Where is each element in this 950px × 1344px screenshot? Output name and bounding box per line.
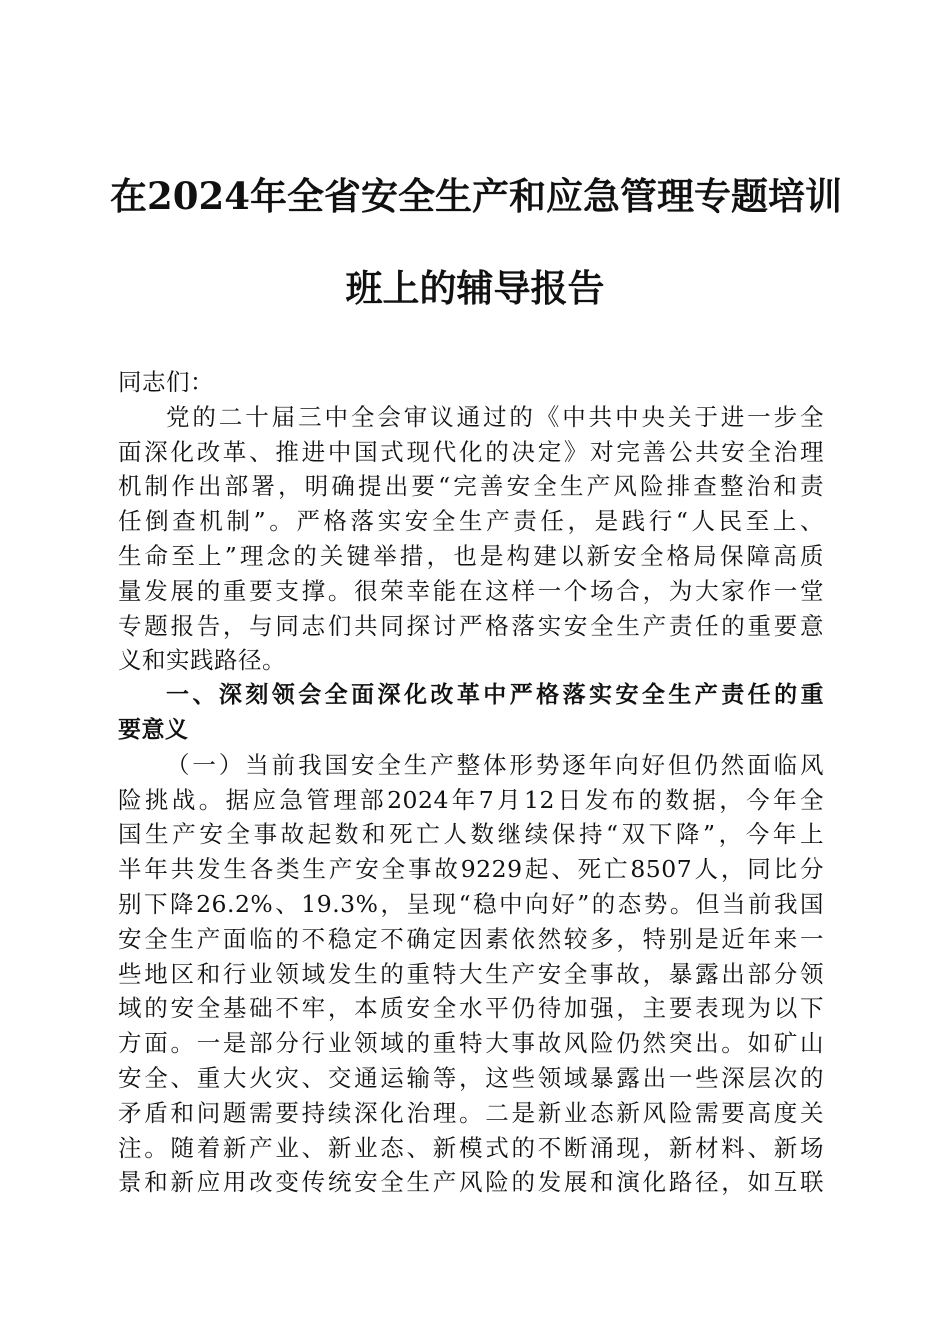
section-heading: 一、深刻领会全面深化改革中严格落实安全生产责任的重 — [166, 682, 824, 709]
paragraph-line: 安全生产面临的不稳定不确定因素依然较多，特别是近年来一 — [118, 924, 824, 953]
document-title-line-2: 班上的辅导报告 — [345, 266, 605, 310]
paragraph-line: 任倒查机制”。严格落实安全生产责任，是践行“人民至上、 — [118, 507, 824, 536]
paragraph-line: 方面。一是部分行业领域的重特大事故风险仍然突出。如矿山 — [118, 1029, 824, 1058]
document-body — [118, 365, 824, 1200]
section-heading: 要意义 — [118, 716, 189, 743]
paragraph-line: 义和实践路径。 — [118, 646, 286, 675]
paragraph-line: 安全、重大火灾、交通运输等，这些领域暴露出一些深层次的 — [118, 1063, 824, 1092]
paragraph-line: 别下降26.2%、19.3%，呈现“稳中向好”的态势。但当前我国 — [118, 889, 824, 918]
paragraph-line: 半年共发生各类生产安全事故9229起、死亡8507人，同比分 — [118, 855, 824, 884]
paragraph-line: 面深化改革、推进中国式现代化的决定》对完善公共安全治理 — [118, 437, 824, 466]
paragraph-line: 量发展的重要支撑。很荣幸能在这样一个场合，为大家作一堂 — [118, 576, 824, 605]
paragraph-line: 注。随着新产业、新业态、新模式的不断涌现，新材料、新场 — [118, 1133, 824, 1162]
paragraph-line: 生命至上”理念的关键举措，也是构建以新安全格局保障高质 — [118, 541, 824, 570]
paragraph-line: 机制作出部署，明确提出要“完善安全生产风险排查整治和责 — [118, 472, 824, 501]
paragraph-line: 专题报告，与同志们共同探讨严格落实安全生产责任的重要意 — [118, 611, 824, 640]
paragraph-line: 些地区和行业领域发生的重特大生产安全事故，暴露出部分领 — [118, 959, 824, 988]
document-title-line-1: 在2024年全省安全生产和应急管理专题培训 — [110, 174, 842, 218]
paragraph-line: 党的二十届三中全会审议通过的《中共中央关于进一步全 — [166, 402, 824, 431]
salutation: 同志们： — [118, 368, 214, 396]
paragraph-line: 国生产安全事故起数和死亡人数继续保持“双下降”，今年上 — [118, 820, 824, 849]
paragraph-line: 域的安全基础不牢，本质安全水平仍待加强，主要表现为以下 — [118, 994, 824, 1023]
paragraph-line: 景和新应用改变传统安全生产风险的发展和演化路径，如互联 — [118, 1168, 824, 1197]
subsection-line: （一）当前我国安全生产整体形势逐年向好但仍然面临风 — [166, 750, 824, 779]
paragraph-line: 险挑战。据应急管理部2024年7月12日发布的数据，今年全 — [118, 785, 824, 814]
paragraph-line: 矛盾和问题需要持续深化治理。二是新业态新风险需要高度关 — [118, 1098, 824, 1127]
